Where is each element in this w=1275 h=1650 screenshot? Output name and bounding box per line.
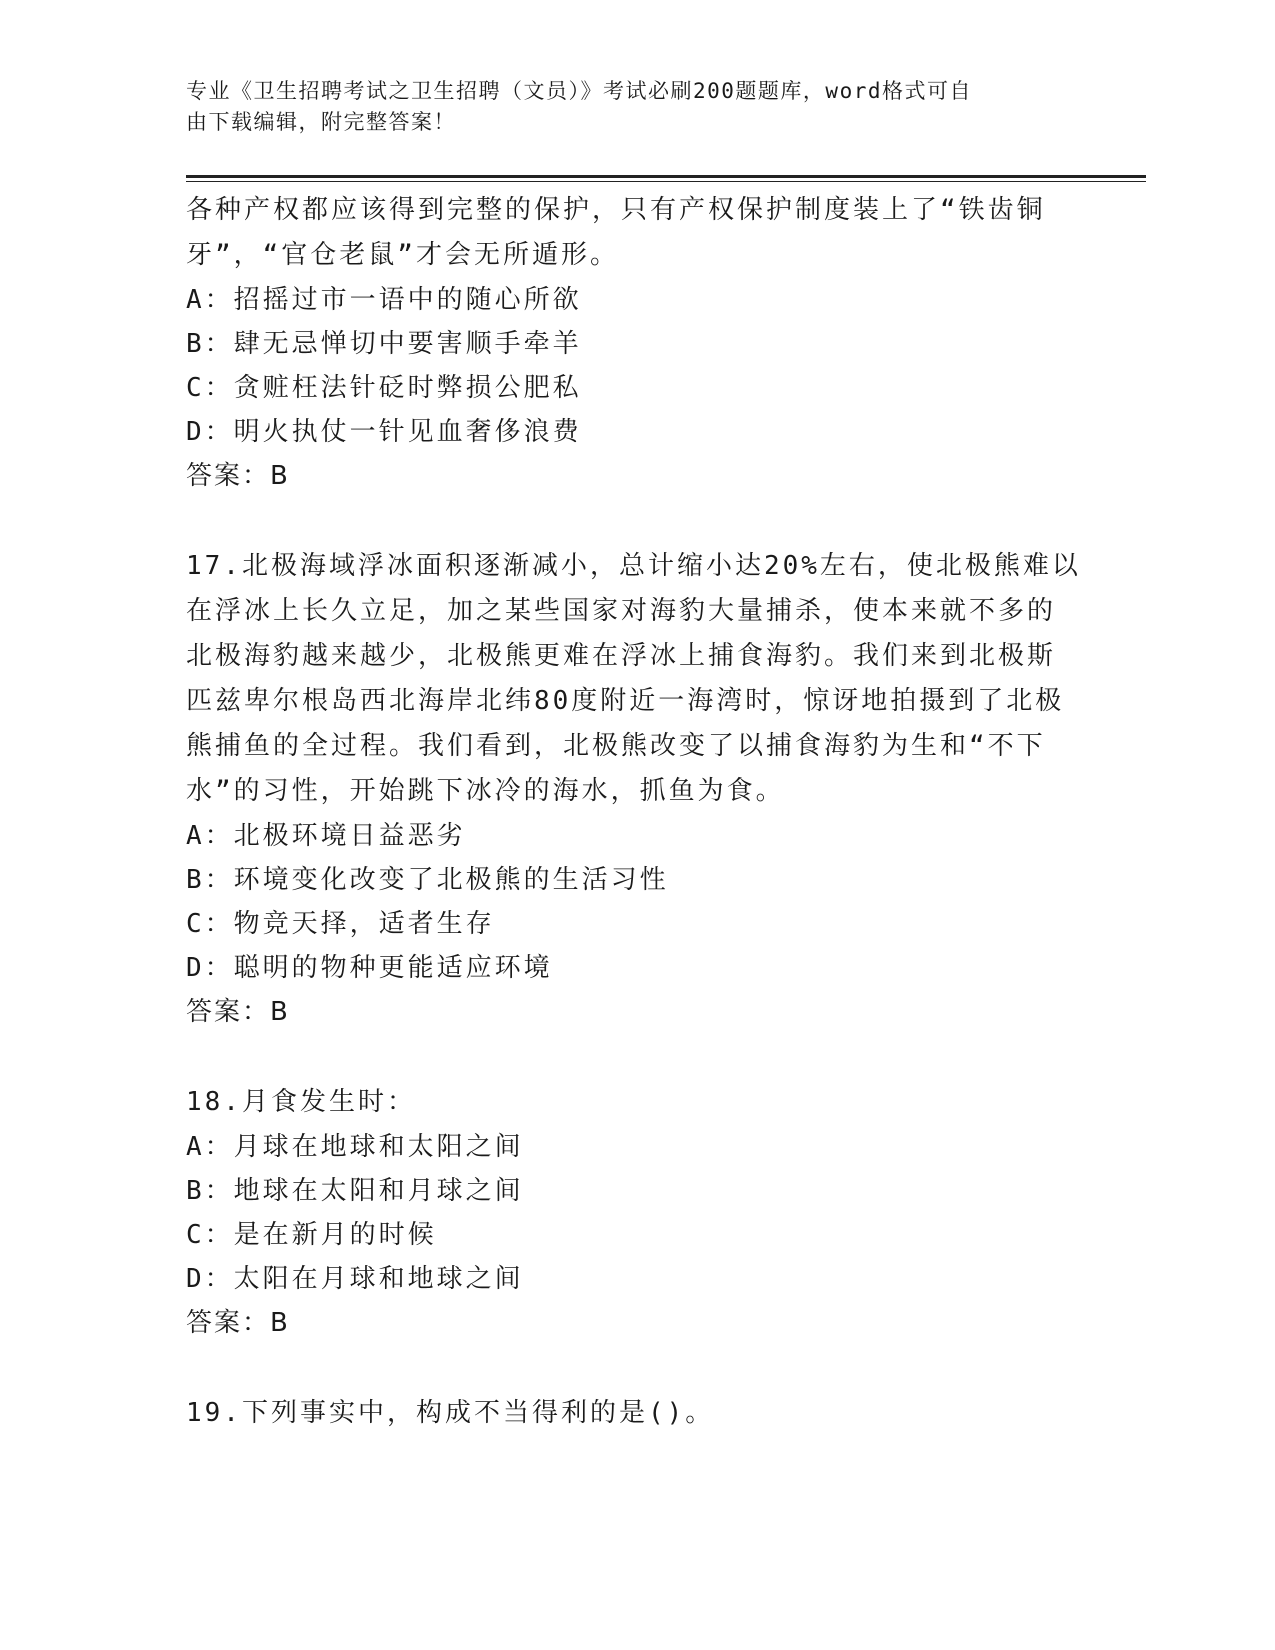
option-c: C：物竞天择，适者生存	[186, 909, 495, 939]
header-line-1: 专业《卫生招聘考试之卫生招聘（文员）》考试必刷200题题库，word格式可自	[186, 79, 972, 103]
question-list	[186, 188, 1081, 1436]
question-text-line: 北极海豹越来越少，北极熊更难在浮冰上捕食海豹。我们来到北极斯	[186, 641, 1057, 671]
header-rule-thin	[186, 181, 1146, 182]
question-text-line: 在浮冰上长久立足，加之某些国家对海豹大量捕杀，使本来就不多的	[186, 596, 1057, 626]
question-17	[186, 544, 1081, 1034]
header-line-2: 由下载编辑，附完整答案！	[186, 110, 456, 134]
question-19	[186, 1391, 1076, 1436]
option-a: A：招摇过市一语中的随心所欲	[186, 285, 582, 315]
question-text-line: 匹兹卑尔根岛西北海岸北纬80度附近一海湾时，惊讶地拍摄到了北极	[186, 686, 1065, 716]
document-header	[186, 76, 1076, 138]
question-18	[186, 1080, 1076, 1345]
answer: 答案：B	[186, 997, 290, 1027]
answer: 答案：B	[186, 461, 290, 491]
option-a: A：北极环境日益恶劣	[186, 821, 466, 851]
question-text-line: 牙”，“官仓老鼠”才会无所遁形。	[186, 240, 619, 270]
option-d: D：明火执仗一针见血奢侈浪费	[186, 417, 582, 447]
option-c: C：贪赃枉法针砭时弊损公肥私	[186, 373, 582, 403]
option-c: C：是在新月的时候	[186, 1220, 437, 1250]
question-text-line: 18.月食发生时：	[186, 1087, 416, 1117]
question-text-line: 17.北极海域浮冰面积逐渐减小，总计缩小达20%左右，使北极熊难以	[186, 551, 1081, 581]
question-text-line: 各种产权都应该得到完整的保护，只有产权保护制度装上了“铁齿铜	[186, 195, 1046, 225]
spacer	[186, 1034, 1076, 1080]
question-text-line: 19.下列事实中，构成不当得利的是()。	[186, 1398, 715, 1428]
header-rule-thick	[186, 175, 1146, 178]
answer: 答案：B	[186, 1308, 290, 1338]
option-b: B：环境变化改变了北极熊的生活习性	[186, 865, 669, 895]
question-16	[186, 188, 1076, 498]
spacer	[186, 498, 1076, 544]
option-b: B：地球在太阳和月球之间	[186, 1176, 524, 1206]
question-text-line: 水”的习性，开始跳下冰冷的海水，抓鱼为食。	[186, 776, 785, 806]
spacer	[186, 1345, 1076, 1391]
option-d: D：聪明的物种更能适应环境	[186, 953, 553, 983]
question-text-line: 熊捕鱼的全过程。我们看到，北极熊改变了以捕食海豹为生和“不下	[186, 731, 1046, 761]
option-b: B：肆无忌惮切中要害顺手牵羊	[186, 329, 582, 359]
option-a: A：月球在地球和太阳之间	[186, 1132, 524, 1162]
option-d: D：太阳在月球和地球之间	[186, 1264, 524, 1294]
